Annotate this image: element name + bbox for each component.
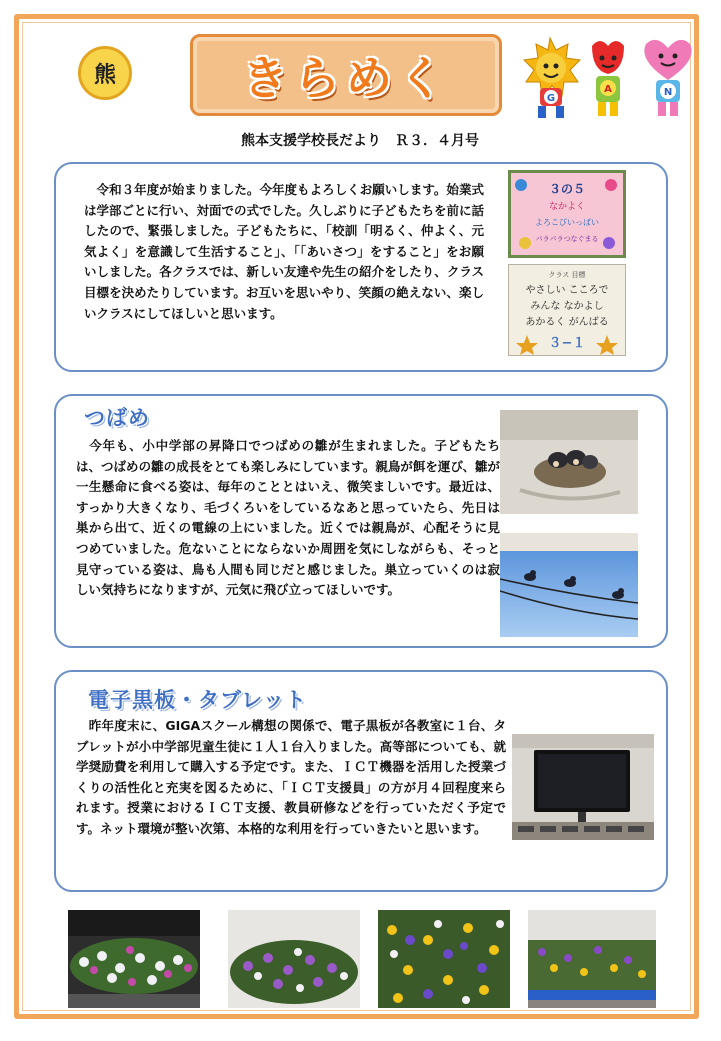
flower-bed-photo-2	[228, 910, 360, 1008]
swallow-paragraph	[76, 436, 500, 601]
opening-paragraph	[84, 180, 484, 324]
newsletter-title-plate	[190, 34, 502, 116]
board2-line-1: クラス 目標	[548, 271, 586, 279]
mascot-letter-a: A	[604, 84, 612, 95]
sun-mascot	[524, 38, 580, 118]
board2-line-2: やさしい こころで	[525, 285, 609, 296]
newsletter-subtitle: 熊本支援学校長だより Ｒ３．４月号	[241, 133, 479, 149]
tulip-mascot	[592, 41, 624, 116]
opening-text: 令和３年度が始まりました。今年度もよろしくお願いします。始業式は学部ごとに行い、対面での式でした。久しぶりに子どもたちを前に話したので、緊張しました。子どもたちに、「校訓「明るく、仲よく、元気よく」を意識して生活すること」、「「あいさつ」をすること」をお願いしました。各クラスでは、新しい友達や先生の紹介をしたり、クラス目標を決めたりしています。お互いを思いやり、笑顔の絶えない、楽しいクラスにしてほしいと思います。	[84, 182, 485, 321]
class-board-photo-2	[508, 264, 626, 356]
flower-bed-photo-3	[378, 910, 510, 1008]
ict-text: 昨年度末に、GIGAスクール構想の関係で、電子黒板が各教室に１台、タブレットが小中学部児童生徒に１人１台入りました。高等部についても、就学奨励費を利用して購入する予定です。また、ＩＣＴ機器を活用した授業づくりの活性化と充実を図るために、「ＩＣＴ支援員」の方が月４回程度来られます。授業におけるＩＣＴ支援、教員研修などを行っていただく予定です。ネット環境が整い次第、本格的な利用を行っていきたいと思います。	[76, 718, 506, 836]
mascot-letter-n: N	[663, 87, 673, 98]
mascot-characters-illustration	[520, 36, 700, 122]
heart-mascot	[644, 40, 691, 116]
board2-line-3: みんな なかよし	[530, 301, 604, 312]
board2-line-5: ３−１	[548, 336, 586, 351]
board1-line-3: よろこびいっぱい	[535, 218, 599, 227]
ict-paragraph	[76, 716, 506, 840]
swallows-on-wire-photo	[500, 533, 638, 637]
school-badge	[78, 46, 132, 100]
badge-text: 熊	[93, 62, 116, 88]
newsletter-title: きらめく	[242, 51, 450, 105]
flower-bed-photo-1	[68, 910, 200, 1008]
board1-line-2: なかよく	[548, 202, 586, 212]
flower-bed-photo-4	[528, 910, 656, 1008]
swallow-text: 今年も、小中学部の昇降口でつばめの雛が生まれました。子どもたちは、つばめの雛の成長をとても楽しみにしています。親鳥が餌を運び、雛が一生懸命に食べる姿は、毎年のこととはいえ、微笑ましいです。最近は、すっかり大きくなり、毛づくろいをしているなあと思っていたら、先日は巣から出て、近くの電線の上にいました。近くでは親鳥が、心配そうに見つめていました。危ないことにならないか周囲を気にしながらも、そっと見守っている姿は、鳥も人間も同じだと感じました。巣立っていくのは寂しい気持ちになりますが、元気に飛び立ってほしいです。	[76, 438, 500, 598]
class-board-photo-1	[508, 170, 626, 258]
board2-line-4: あかるく がんばる	[525, 317, 609, 328]
board1-line-4: パラパラつなぐまる	[535, 235, 599, 243]
swallow-heading: つばめ	[84, 406, 150, 430]
board1-line-1: ３の５	[548, 182, 586, 196]
swallow-nest-photo	[500, 410, 638, 514]
electronic-whiteboard-photo	[512, 734, 654, 840]
ict-heading: 電子黒板・タブレット	[88, 688, 307, 712]
mascot-letter-g: G	[546, 93, 556, 104]
